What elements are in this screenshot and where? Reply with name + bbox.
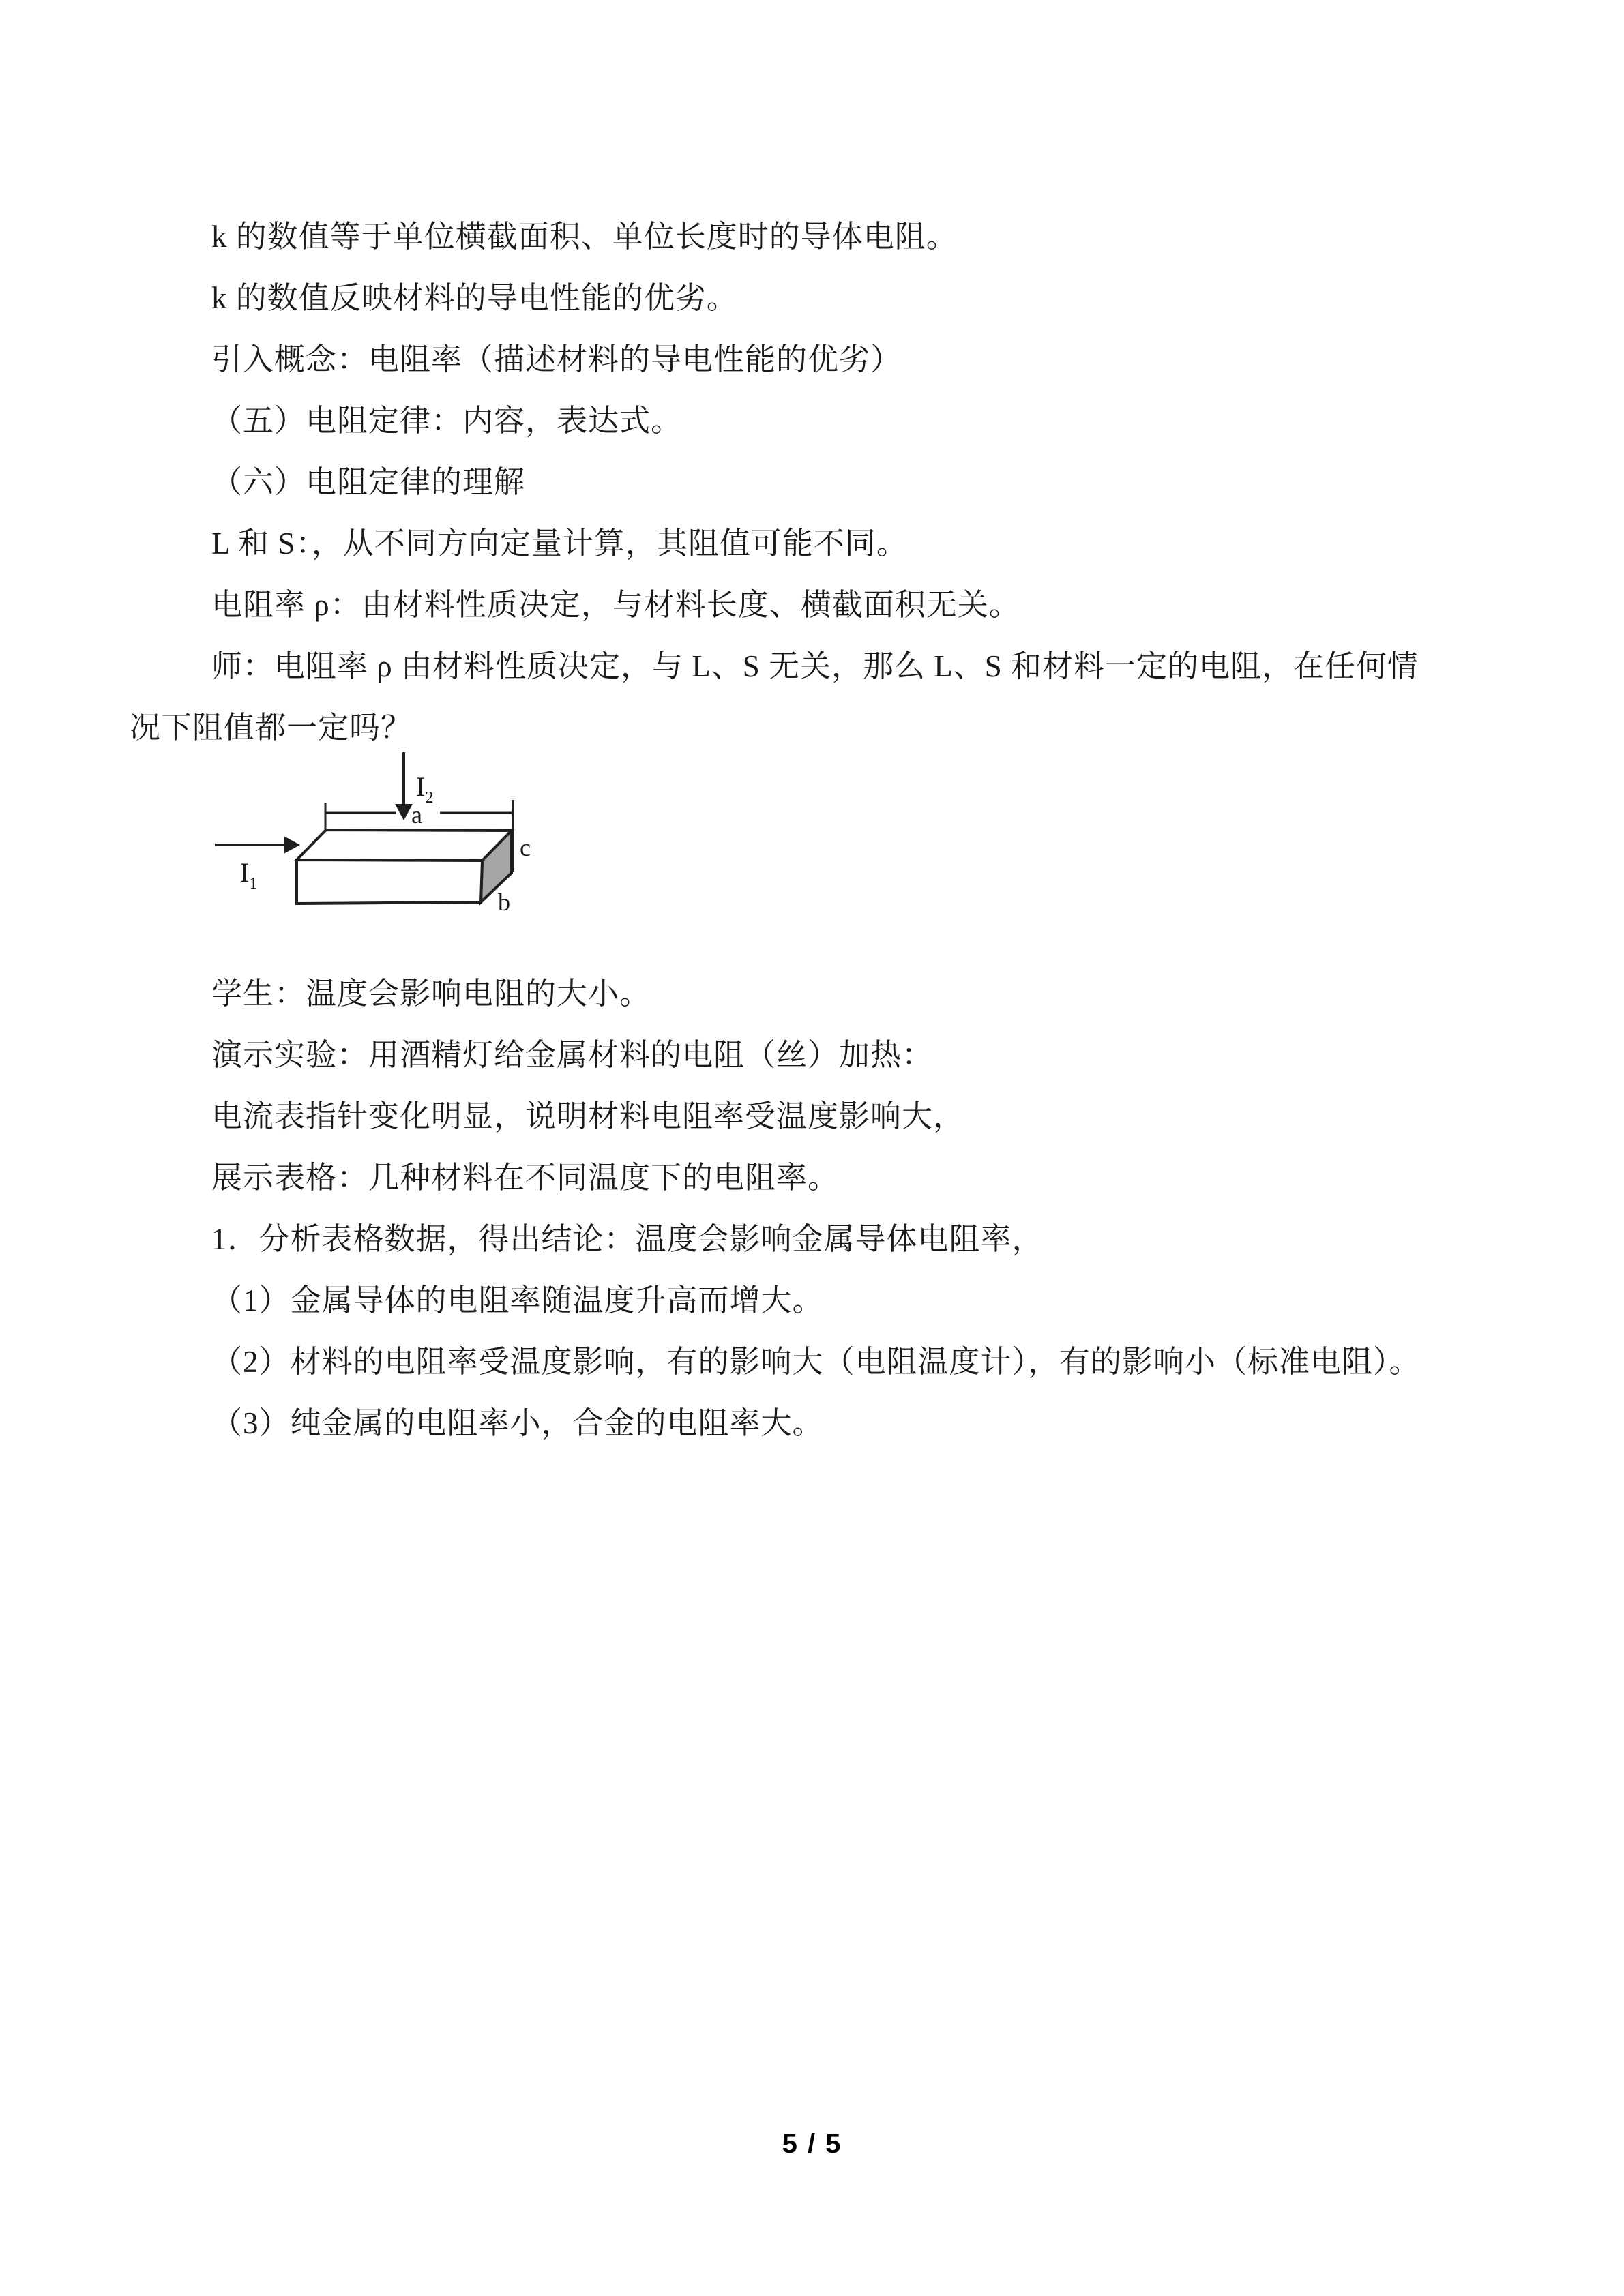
text-line: 电流表指针变化明显，说明材料电阻率受温度影响大， (211, 1099, 965, 1133)
label-i1: $I_1$ (240, 857, 258, 893)
box-top-face (297, 830, 512, 861)
text-line: 电阻率 ρ：由材料性质决定，与材料长度、横截面积无关。 (211, 588, 1020, 622)
text-line: k 的数值反映材料的导电性能的优劣。 (211, 281, 738, 315)
text-line: 演示实验：用酒精灯给金属材料的电阻（丝）加热： (211, 1038, 934, 1072)
text-line: 学生：温度会影响电阻的大小。 (211, 976, 651, 1011)
text-line: 引入概念：电阻率（描述材料的导电性能的优劣） (211, 342, 902, 376)
page-number: 5 / 5 (782, 2129, 842, 2159)
box-front-face (297, 860, 482, 904)
label-a: a (411, 801, 422, 829)
label-c: c (520, 834, 531, 861)
text-line: 1．分析表格数据，得出结论：温度会影响金属导体电阻率， (211, 1222, 1044, 1256)
text-line: （五）电阻定律：内容，表达式。 (211, 404, 683, 438)
conductor-box-svg (205, 747, 546, 917)
current-i2-arrowhead (395, 804, 413, 820)
text-line: （1）金属导体的电阻率随温度升高而增大。 (211, 1283, 824, 1317)
label-b: b (498, 889, 510, 916)
label-i2: $I_2$ (416, 771, 434, 807)
text-line: k 的数值等于单位横截面积、单位长度时的导体电阻。 (211, 220, 958, 254)
text-line: （2）材料的电阻率受温度影响，有的影响大（电阻温度计），有的影响小（标准电阻）。 (211, 1345, 1421, 1379)
current-i1-arrowhead (284, 836, 300, 854)
text-line: 况下阻值都一定吗？ (130, 711, 413, 745)
conductor-box-figure (205, 747, 546, 917)
text-line: （六）电阻定律的理解 (211, 465, 526, 499)
text-line: （3）纯金属的电阻率小，合金的电阻率大。 (211, 1406, 824, 1440)
text-line: 师：电阻率 ρ 由材料性质决定，与 L、S 无关，那么 L、S 和材料一定的电阻，在任何情 (211, 649, 1419, 683)
text-line: L 和 S：，从不同方向定量计算，其阻值可能不同。 (211, 526, 908, 561)
text-line: 展示表格：几种材料在不同温度下的电阻率。 (211, 1161, 840, 1195)
